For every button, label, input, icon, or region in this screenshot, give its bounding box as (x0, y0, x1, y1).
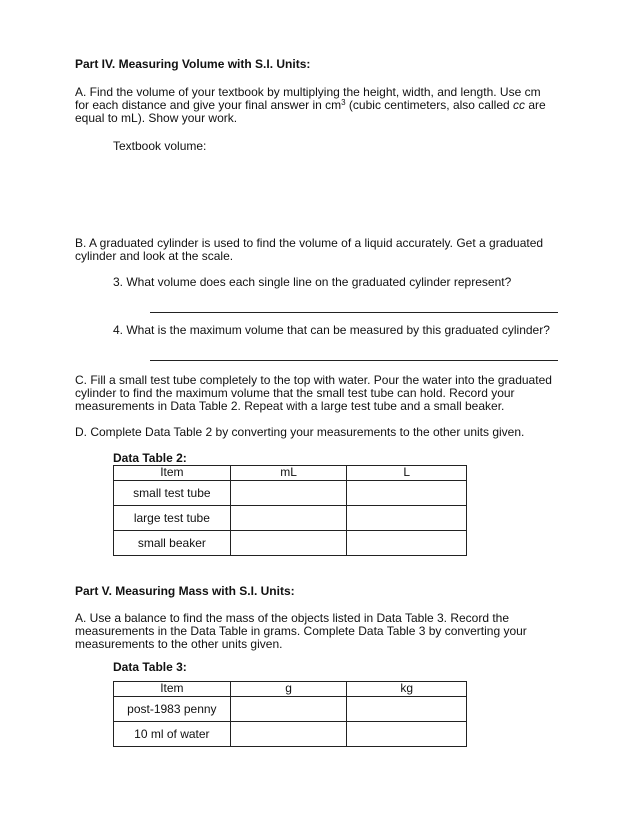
part4-a-line2-post: are (525, 98, 546, 112)
part5-a-line1: A. Use a balance to find the mass of the objects listed in Data Table 3. Record the (75, 611, 510, 625)
table3-header-item: Item (114, 682, 231, 697)
table2-header-item: Item (114, 466, 231, 481)
table2-item-cell: small beaker (114, 531, 231, 556)
table2-header-row (114, 466, 467, 481)
part4-a-line2-pre: for each distance and give your final answer in cm (75, 98, 342, 112)
part4-a-line3: equal to mL). Show your work. (75, 111, 238, 125)
table2-ml-cell[interactable] (230, 481, 347, 506)
table3-header-g: g (230, 682, 347, 697)
table-row (114, 531, 467, 556)
part4-d-line1: D. Complete Data Table 2 by converting your measurements to the other units given. (75, 425, 525, 439)
answer-line-q4[interactable] (150, 360, 558, 361)
table2-item-cell: small test tube (114, 481, 231, 506)
part4-a-line2-mid: (cubic centimeters, also called (345, 98, 513, 112)
table-row (114, 506, 467, 531)
table3-title: Data Table 3: (113, 660, 187, 674)
table2-header-l: L (347, 466, 467, 481)
table3-header-row (114, 682, 467, 697)
table3-kg-cell[interactable] (347, 722, 467, 747)
part4-c-line1: C. Fill a small test tube completely to the top with water. Pour the water into the graduated (75, 373, 552, 387)
table-row (114, 481, 467, 506)
table3-g-cell[interactable] (230, 697, 347, 722)
part4-b-line2: cylinder and look at the scale. (75, 249, 234, 263)
table3-item-cell: 10 ml of water (114, 722, 231, 747)
table2-ml-cell[interactable] (230, 506, 347, 531)
table3-header-kg: kg (347, 682, 467, 697)
data-table-2 (113, 465, 467, 556)
table3-g-cell[interactable] (230, 722, 347, 747)
table-row (114, 697, 467, 722)
table2-item-cell: large test tube (114, 506, 231, 531)
table2-title: Data Table 2: (113, 451, 187, 465)
part5-a-line2: measurements in the Data Table in grams. Complete Data Table 3 by converting your (75, 624, 527, 638)
table3-item-cell: post-1983 penny (114, 697, 231, 722)
part4-a-line2-sup: 3 (341, 98, 346, 107)
table2-ml-cell[interactable] (230, 531, 347, 556)
table2-l-cell[interactable] (347, 506, 467, 531)
part4-a-line1: A. Find the volume of your textbook by multiplying the height, width, and length. Use cm (75, 85, 541, 99)
part5-a-line3: measurements to the other units given. (75, 637, 283, 651)
part4-heading: Part IV. Measuring Volume with S.I. Units: (75, 57, 311, 71)
part4-c-line3: measurements in Data Table 2. Repeat with a large test tube and a small beaker. (75, 399, 505, 413)
table-row (114, 722, 467, 747)
question-4: 4. What is the maximum volume that can be measured by this graduated cylinder? (113, 323, 550, 337)
part4-a-line2-em: cc (513, 98, 525, 112)
answer-line-q3[interactable] (150, 312, 558, 313)
part4-b-line1: B. A graduated cylinder is used to find the volume of a liquid accurately. Get a graduated (75, 236, 544, 250)
part4-c-line2: cylinder to find the maximum volume that the small test tube can hold. Record your (75, 386, 515, 400)
table3-kg-cell[interactable] (347, 697, 467, 722)
data-table-3 (113, 681, 467, 747)
table2-header-ml: mL (230, 466, 347, 481)
table2-l-cell[interactable] (347, 531, 467, 556)
question-3: 3. What volume does each single line on the graduated cylinder represent? (113, 275, 512, 289)
table2-l-cell[interactable] (347, 481, 467, 506)
part5-heading: Part V. Measuring Mass with S.I. Units: (75, 584, 295, 598)
textbook-volume-label: Textbook volume: (113, 139, 207, 153)
